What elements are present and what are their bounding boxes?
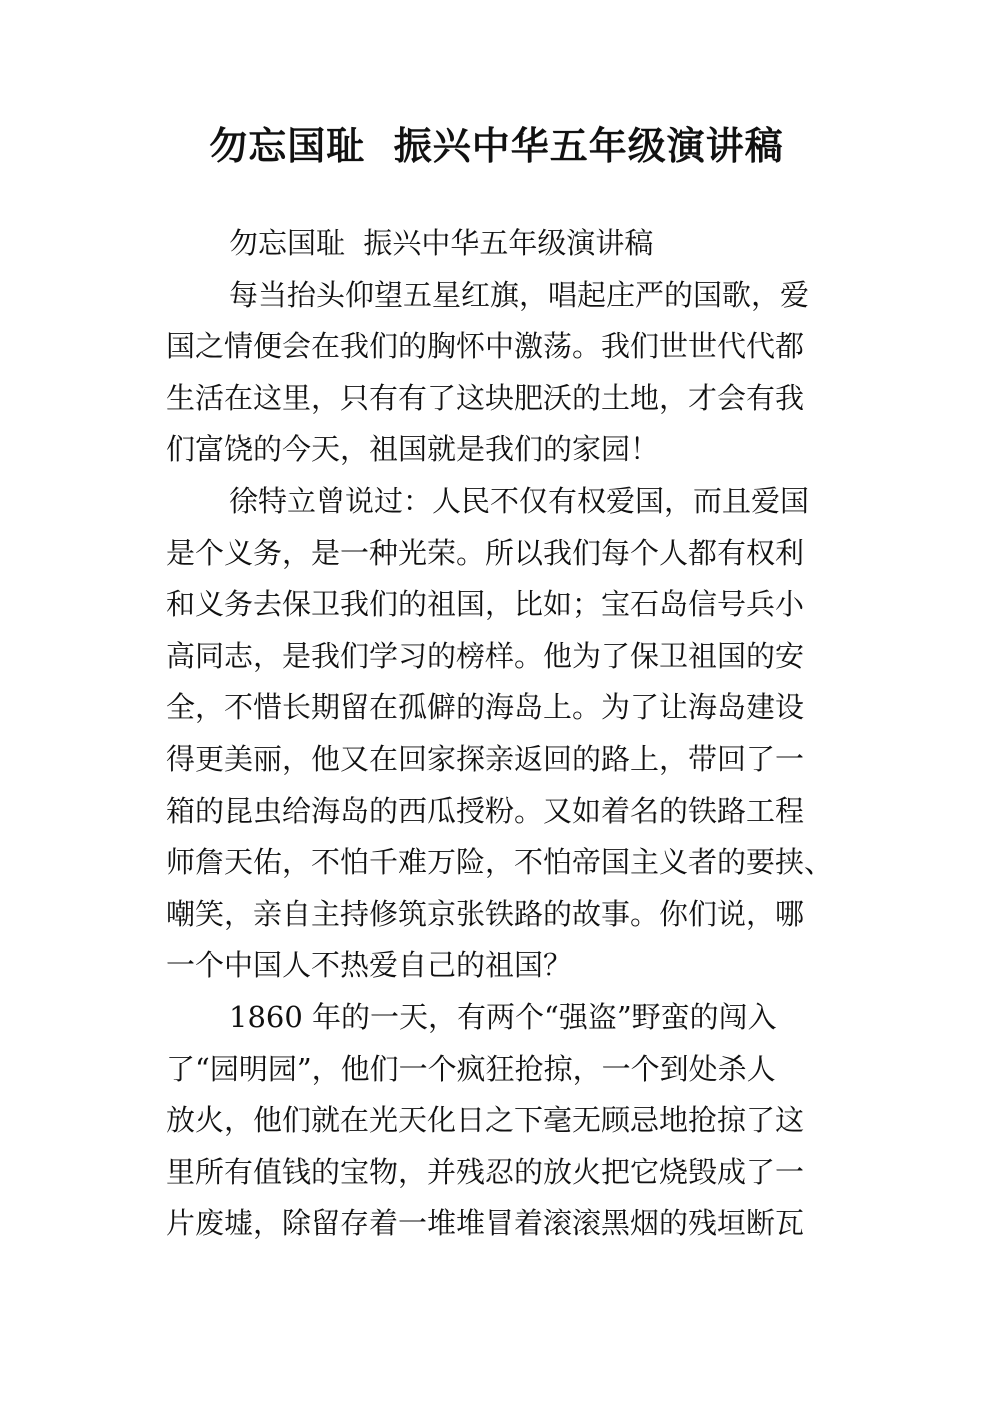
body-line: 们富饶的今天，祖国就是我们的家园！ — [166, 432, 660, 467]
document-title: 勿忘国耻 振兴中华五年级演讲稿 — [209, 124, 784, 168]
body-line: 1860 年的一天，有两个“强盗”野蛮的闯入 — [229, 999, 777, 1034]
body-line: 片废墟，除留存着一堆堆冒着滚滚黑烟的残垣断瓦 — [166, 1206, 805, 1241]
body-line: 每当抬头仰望五星红旗，唱起庄严的国歌，爱 — [229, 277, 810, 312]
document-body — [166, 218, 846, 1250]
body-line: 了“园明园”，他们一个疯狂抢掠，一个到处杀人 — [166, 1051, 776, 1086]
body-line: 放火，他们就在光天化日之下毫无顾忌地抢掠了这 — [166, 1103, 805, 1138]
body-line: 和义务去保卫我们的祖国，比如；宝石岛信号兵小 — [166, 587, 805, 622]
body-line: 全，不惜长期留在孤僻的海岛上。为了让海岛建设 — [166, 690, 805, 725]
body-line: 国之情便会在我们的胸怀中激荡。我们世世代代都 — [166, 329, 805, 364]
body-line: 里所有值钱的宝物，并残忍的放火把它烧毁成了一 — [166, 1154, 805, 1189]
body-line: 是个义务，是一种光荣。所以我们每个人都有权利 — [166, 535, 805, 570]
body-line: 生活在这里，只有有了这块肥沃的土地，才会有我 — [166, 380, 805, 415]
body-line: 勿忘国耻 振兴中华五年级演讲稿 — [229, 226, 654, 260]
body-line: 徐特立曾说过：人民不仅有权爱国，而且爱国 — [229, 483, 810, 518]
body-line: 得更美丽，他又在回家探亲返回的路上，带回了一 — [166, 741, 805, 776]
body-line: 箱的昆虫给海岛的西瓜授粉。又如着名的铁路工程 — [166, 793, 805, 828]
body-line: 高同志，是我们学习的榜样。他为了保卫祖国的安 — [166, 638, 805, 673]
body-line: 一个中国人不热爱自己的祖国？ — [166, 948, 573, 983]
body-line: 嘲笑，亲自主持修筑京张铁路的故事。你们说，哪 — [166, 896, 805, 931]
body-line: 师詹天佑，不怕千难万险，不怕帝国主义者的要挟、 — [166, 845, 834, 880]
